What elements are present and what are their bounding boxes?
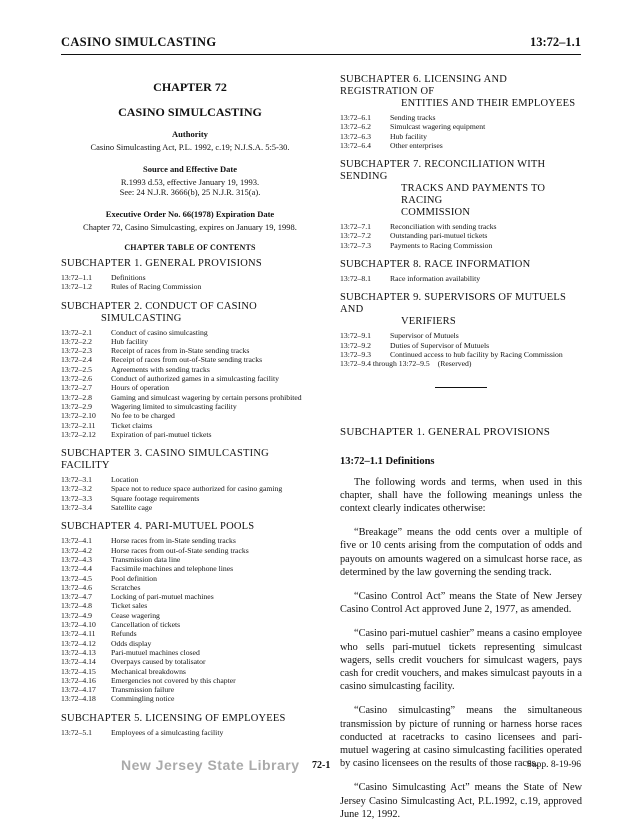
toc-entry <box>340 341 582 350</box>
toc-entry-title: Emergencies not covered by this chapter <box>111 675 236 685</box>
toc-subchapter-title: LICENSING AND REGISTRATION OF <box>340 74 508 97</box>
section-divider <box>435 387 487 388</box>
toc-subchapter-label: SUBCHAPTER 6. <box>340 74 422 85</box>
toc-entry-number: 13:72–4.11 <box>61 629 96 639</box>
toc-left <box>61 258 319 737</box>
library-watermark: New Jersey State Library <box>121 757 300 773</box>
toc-list <box>340 274 582 283</box>
toc-entry-number: 13:72–9.1 <box>340 331 371 341</box>
toc-entry-number: 13:72–1.1 <box>61 273 92 282</box>
toc-entry-title: Space not to reduce space authorized for casino gaming <box>111 484 283 494</box>
toc-entry-number: 13:72–2.5 <box>61 364 92 374</box>
body-paragraph: “Casino Simulcasting Act” means the State of New Jersey Casino Simulcasting Act, P.L.1992, c.19, approved June 12, 1992. <box>340 782 582 820</box>
body-subchapter-heading: SUBCHAPTER 1. GENERAL PROVISIONS <box>340 425 551 438</box>
toc-entry-number: 13:72–4.9 <box>61 610 92 620</box>
toc-entry-title: Definitions <box>111 273 146 282</box>
toc-entry-title: Race information availability <box>390 274 481 284</box>
toc-entry-number: 13:72–2.3 <box>61 346 92 356</box>
toc-subchapter-title: RECONCILIATION WITH SENDING <box>340 159 546 183</box>
toc-entry <box>340 359 582 368</box>
toc-entry-title: Ticket claims <box>111 420 153 430</box>
toc-entry-title: Reconciliation with sending tracks <box>390 222 497 232</box>
toc-entry-title: Sending tracks <box>390 113 436 122</box>
toc-entry <box>61 555 319 564</box>
toc-entry-title: Hub facility <box>111 336 148 346</box>
source-heading: Source and Effective Date <box>142 163 238 174</box>
body-paragraph: “Casino pari-mutuel cashier” means a casino employee who sells pari-mutuel tickets representing simulcast wagers, sells credit vouchers for simulcast wagers, pays cash for credit vouchers, and makes simulcast payouts in a casino simulcasting facility. <box>340 628 582 693</box>
toc-entry-title: Employees of a simulcasting facility <box>111 727 224 737</box>
toc-entry-number: 13:72–2.2 <box>61 336 92 346</box>
toc-entry-title: Continued access to hub facility by Racing Commission <box>390 349 563 359</box>
toc-entry <box>61 620 319 629</box>
toc-entry-title: Ticket sales <box>111 601 148 611</box>
toc-entry-number: 13:72–3.1 <box>61 475 92 485</box>
toc-entry <box>61 694 319 703</box>
toc-entry-title: Satellite cage <box>111 503 153 513</box>
toc-subchapter-title-cont: ENTITIES AND THEIR EMPLOYEES <box>401 98 576 109</box>
toc-entry-number: 13:72–4.16 <box>61 675 96 685</box>
header-section-number: 13:72–1.1 <box>529 35 581 49</box>
toc-entry <box>61 503 319 512</box>
toc-entry-number: 13:72–6.3 <box>340 131 371 141</box>
toc-entry-title: Cease wagering <box>111 610 160 620</box>
toc-entry-title: No fee to be charged <box>111 411 175 421</box>
running-header <box>61 34 581 55</box>
toc-subchapter-heading <box>61 448 319 472</box>
toc-entry-title: Transmission data line <box>111 554 181 564</box>
toc-subchapter-label: SUBCHAPTER 7. <box>340 159 422 171</box>
toc-entry-number: 13:72–4.8 <box>61 601 92 611</box>
toc-entry <box>61 475 319 484</box>
source-line-2: See: 24 N.J.R. 3666(b), 25 N.J.R. 315(a). <box>119 187 261 197</box>
toc-entry <box>61 657 319 666</box>
toc-subchapter-heading <box>340 259 582 271</box>
chapter-number: CHAPTER 72 <box>153 80 227 94</box>
toc-entry-title: Expiration of pari-mutuel tickets <box>111 429 212 439</box>
toc-subchapter-label: SUBCHAPTER 3. <box>61 448 143 460</box>
toc-list <box>61 728 319 737</box>
toc-entry-title: Facsimile machines and telephone lines <box>111 564 234 574</box>
toc-entry-number: 13:72–4.17 <box>61 685 96 695</box>
toc-subchapter-title: RACE INFORMATION <box>424 259 531 271</box>
toc-entry-title: Payments to Racing Commission <box>390 240 493 250</box>
toc-entry-number: 13:72–4.14 <box>61 657 96 667</box>
toc-entry-title: Transmission failure <box>111 685 175 695</box>
toc-subchapter-title-cont: COMMISSION <box>401 207 471 219</box>
toc-entry-number: 13:72–6.2 <box>340 122 371 132</box>
toc-subchapter-heading <box>61 258 319 270</box>
toc-entry-number: 13:72–4.7 <box>61 592 92 602</box>
body-paragraph: “Casino simulcasting” means the simultaneous transmission by picture of running or harness horse races conducted at racetracks to casino licensees and pari-mutuel wagering at casino simulcasting facilities operated by casino licensees on the results of those races. <box>340 705 582 770</box>
toc-subchapter-label: SUBCHAPTER 5. <box>61 712 143 724</box>
toc-entry <box>61 648 319 657</box>
toc-entry-title: Simulcast wagering equipment <box>390 122 486 132</box>
toc-entry-number: 13:72–2.9 <box>61 401 92 411</box>
toc-entry <box>61 337 319 346</box>
toc-entry-title: (Reserved) <box>437 359 472 369</box>
toc-entry <box>61 685 319 694</box>
toc-entry-number: 13:72–4.3 <box>61 554 92 564</box>
toc-subchapter-heading <box>61 713 319 725</box>
toc-entry <box>61 667 319 676</box>
toc-entry-title: Supervisor of Mutuels <box>390 331 459 341</box>
toc-entry-number: 13:72–8.1 <box>340 274 371 284</box>
toc-entry-title: Locking of pari-mutuel machines <box>111 592 214 602</box>
toc-entry <box>340 331 582 340</box>
toc-entry-title: Pari-mutuel machines closed <box>111 647 200 657</box>
toc-entry-number: 13:72–4.15 <box>61 666 96 676</box>
toc-entry <box>340 274 582 283</box>
toc-subchapter-label: SUBCHAPTER 8. <box>340 259 422 271</box>
toc-entry-number: 13:72–4.5 <box>61 573 92 583</box>
body-paragraph: The following words and terms, when used in this chapter, shall have the following meanings unless the context clearly indicates otherwise: <box>340 476 582 514</box>
toc-entry-number: 13:72–5.1 <box>61 727 92 737</box>
toc-subchapter-heading <box>340 159 582 219</box>
toc-subchapter-heading <box>61 301 319 325</box>
toc-entry-number: 13:72–6.4 <box>340 140 371 150</box>
toc-entry-number: 13:72–4.12 <box>61 638 96 648</box>
toc-entry-number: 13:72–9.4 through 13:72–9.5 <box>340 359 430 369</box>
toc-entry-number: 13:72–6.1 <box>340 113 371 122</box>
toc-list <box>61 273 319 292</box>
toc-entry <box>61 411 319 420</box>
toc-entry-title: Mechanical breakdowns <box>111 666 186 676</box>
toc-subchapter-label: SUBCHAPTER 2. <box>61 300 143 312</box>
section-heading: 13:72–1.1 Definitions <box>340 455 435 467</box>
toc-entry-number: 13:72–4.18 <box>61 694 96 704</box>
toc-entry-number: 13:72–2.4 <box>61 355 92 365</box>
body-paragraph: “Casino Control Act” means the State of New Jersey Casino Control Act approved June 2, 1977, as amended. <box>340 590 582 616</box>
toc-subchapter-title: PARI-MUTUEL POOLS <box>145 521 255 533</box>
toc-subchapter-heading <box>340 292 582 328</box>
toc-entry-number: 13:72–7.1 <box>340 222 371 232</box>
toc-entry <box>61 546 319 555</box>
toc-entry-number: 13:72–4.13 <box>61 647 96 657</box>
toc-heading: CHAPTER TABLE OF CONTENTS <box>124 243 256 252</box>
source-text <box>61 177 319 198</box>
toc-entry-title: Agreements with sending tracks <box>111 364 210 374</box>
toc-entry-title: Rules of Racing Commission <box>111 282 202 292</box>
toc-entry-number: 13:72–2.11 <box>61 420 96 430</box>
toc-list <box>61 328 319 440</box>
toc-entry <box>61 494 319 503</box>
toc-entry <box>61 282 319 291</box>
toc-entry-number: 13:72–7.3 <box>340 240 371 250</box>
toc-entry-number: 13:72–2.1 <box>61 327 92 337</box>
toc-entry-number: 13:72–4.2 <box>61 545 92 555</box>
toc-entry <box>61 365 319 374</box>
toc-entry-number: 13:72–2.12 <box>61 429 96 439</box>
toc-entry-title: Receipt of races from out-of-State sending tracks <box>111 355 263 365</box>
chapter-title: CASINO SIMULCASTING <box>118 105 262 119</box>
toc-entry <box>340 122 582 131</box>
toc-subchapter-heading <box>340 74 582 110</box>
toc-subchapter-label: SUBCHAPTER 9. <box>340 292 422 304</box>
toc-entry-title: Gaming and simulcast wagering by certain persons prohibited <box>111 392 302 402</box>
header-chapter-title: CASINO SIMULCASTING <box>61 35 217 49</box>
toc-entry-number: 13:72–4.6 <box>61 582 92 592</box>
toc-entry <box>340 241 582 250</box>
toc-list <box>340 331 582 368</box>
executive-order-text: Chapter 72, Casino Simulcasting, expires on January 19, 1998. <box>83 221 297 232</box>
toc-entry <box>61 583 319 592</box>
toc-entry <box>61 728 319 737</box>
toc-entry <box>61 564 319 573</box>
authority-heading: Authority <box>172 129 208 139</box>
toc-subchapter-title: LICENSING OF EMPLOYEES <box>145 712 286 724</box>
toc-entry-title: Wagering limited to simulcasting facility <box>111 401 237 411</box>
toc-list <box>61 475 319 512</box>
toc-entry <box>340 350 582 359</box>
toc-entry-title: Hours of operation <box>111 383 170 393</box>
toc-entry <box>61 484 319 493</box>
toc-entry <box>340 141 582 150</box>
toc-list <box>340 113 582 150</box>
toc-entry-title: Commingling notice <box>111 694 175 704</box>
toc-entry-title: Hub facility <box>390 131 427 141</box>
toc-list <box>61 536 319 703</box>
toc-entry-title: Other enterprises <box>390 140 443 150</box>
toc-entry-number: 13:72–2.10 <box>61 411 96 421</box>
toc-entry <box>61 430 319 439</box>
toc-entry-title: Duties of Supervisor of Mutuels <box>390 340 490 350</box>
toc-entry-title: Conduct of casino simulcasting <box>111 327 208 337</box>
toc-entry <box>340 222 582 231</box>
toc-entry-number: 13:72–9.2 <box>340 340 371 350</box>
body-paragraph: “Breakage” means the odd cents over a multiple of five or 10 cents arising from the computation of odds and payouts on amounts wagered on a simulcast horse race, as determined by the law governing the sending track. <box>340 527 582 578</box>
toc-entry-title: Cancellation of tickets <box>111 620 181 630</box>
toc-entry <box>61 611 319 620</box>
toc-entry-number: 13:72–2.8 <box>61 392 92 402</box>
toc-entry <box>61 393 319 402</box>
right-column <box>340 74 582 832</box>
toc-entry <box>61 374 319 383</box>
toc-subchapter-title-cont: VERIFIERS <box>401 316 456 328</box>
toc-entry-title: Odds display <box>111 638 152 648</box>
toc-subchapter-label: SUBCHAPTER 1. <box>61 258 143 269</box>
toc-entry <box>61 676 319 685</box>
toc-entry-title: Horse races from out-of-State sending tracks <box>111 545 249 555</box>
toc-entry-number: 13:72–2.7 <box>61 383 92 393</box>
toc-entry <box>61 273 319 282</box>
toc-entry-number: 13:72–4.4 <box>61 564 92 574</box>
toc-entry-title: Refunds <box>111 629 137 639</box>
toc-entry <box>61 592 319 601</box>
toc-entry-number: 13:72–4.10 <box>61 620 96 630</box>
toc-entry-title: Square footage requirements <box>111 493 200 503</box>
toc-right <box>340 74 582 369</box>
toc-entry <box>61 355 319 364</box>
toc-subchapter-title-cont: TRACKS AND PAYMENTS TO RACING <box>401 183 546 207</box>
toc-entry <box>340 113 582 122</box>
toc-entry-title: Location <box>111 475 139 485</box>
toc-entry-title: Overpays caused by totalisator <box>111 657 206 667</box>
toc-entry <box>340 231 582 240</box>
left-column <box>61 74 319 746</box>
toc-entry-number: 13:72–3.3 <box>61 493 92 503</box>
page-footer <box>61 757 581 781</box>
toc-entry <box>61 536 319 545</box>
toc-entry <box>61 402 319 411</box>
authority-text: Casino Simulcasting Act, P.L. 1992, c.19; N.J.S.A. 5:5-30. <box>90 142 290 152</box>
toc-subchapter-title: CASINO SIMULCASTING FACILITY <box>61 448 269 472</box>
toc-subchapter-title: GENERAL PROVISIONS <box>145 258 262 269</box>
toc-entry <box>61 629 319 638</box>
toc-entry <box>61 383 319 392</box>
toc-entry-title: Horse races from in-State sending tracks <box>111 536 236 546</box>
toc-entry-title: Receipt of races from in-State sending tracks <box>111 346 250 356</box>
toc-entry <box>61 601 319 610</box>
toc-entry-title: Outstanding pari-mutuel tickets <box>390 231 488 241</box>
toc-entry-number: 13:72–2.6 <box>61 374 92 384</box>
toc-subchapter-title: CONDUCT OF CASINO <box>145 300 257 312</box>
toc-entry-number: 13:72–7.2 <box>340 231 371 241</box>
supplement-date: Supp. 8-19-96 <box>526 760 581 770</box>
toc-entry-title: Conduct of authorized games in a simulcasting facility <box>111 374 280 384</box>
toc-entry-title: Pool definition <box>111 573 157 583</box>
page-number: 72-1 <box>312 760 331 771</box>
toc-list <box>340 222 582 250</box>
source-line-1: R.1993 d.53, effective January 19, 1993. <box>120 176 260 187</box>
toc-entry-title: Scratches <box>111 582 141 592</box>
executive-order-heading: Executive Order No. 66(1978) Expiration Date <box>105 208 275 219</box>
toc-entry <box>61 574 319 583</box>
toc-subchapter-label: SUBCHAPTER 4. <box>61 521 143 533</box>
toc-subchapter-heading <box>61 521 319 533</box>
toc-entry <box>61 346 319 355</box>
toc-entry-number: 13:72–4.1 <box>61 536 92 546</box>
toc-entry <box>61 639 319 648</box>
toc-entry <box>340 132 582 141</box>
toc-entry-number: 13:72–9.3 <box>340 349 371 359</box>
toc-entry <box>61 328 319 337</box>
toc-subchapter-title: SUPERVISORS OF MUTUELS AND <box>340 292 567 316</box>
toc-subchapter-title-cont: SIMULCASTING <box>101 312 182 324</box>
toc-entry-number: 13:72–1.2 <box>61 282 92 292</box>
toc-entry-number: 13:72–3.4 <box>61 503 92 513</box>
toc-entry <box>61 421 319 430</box>
toc-entry-number: 13:72–3.2 <box>61 484 92 494</box>
